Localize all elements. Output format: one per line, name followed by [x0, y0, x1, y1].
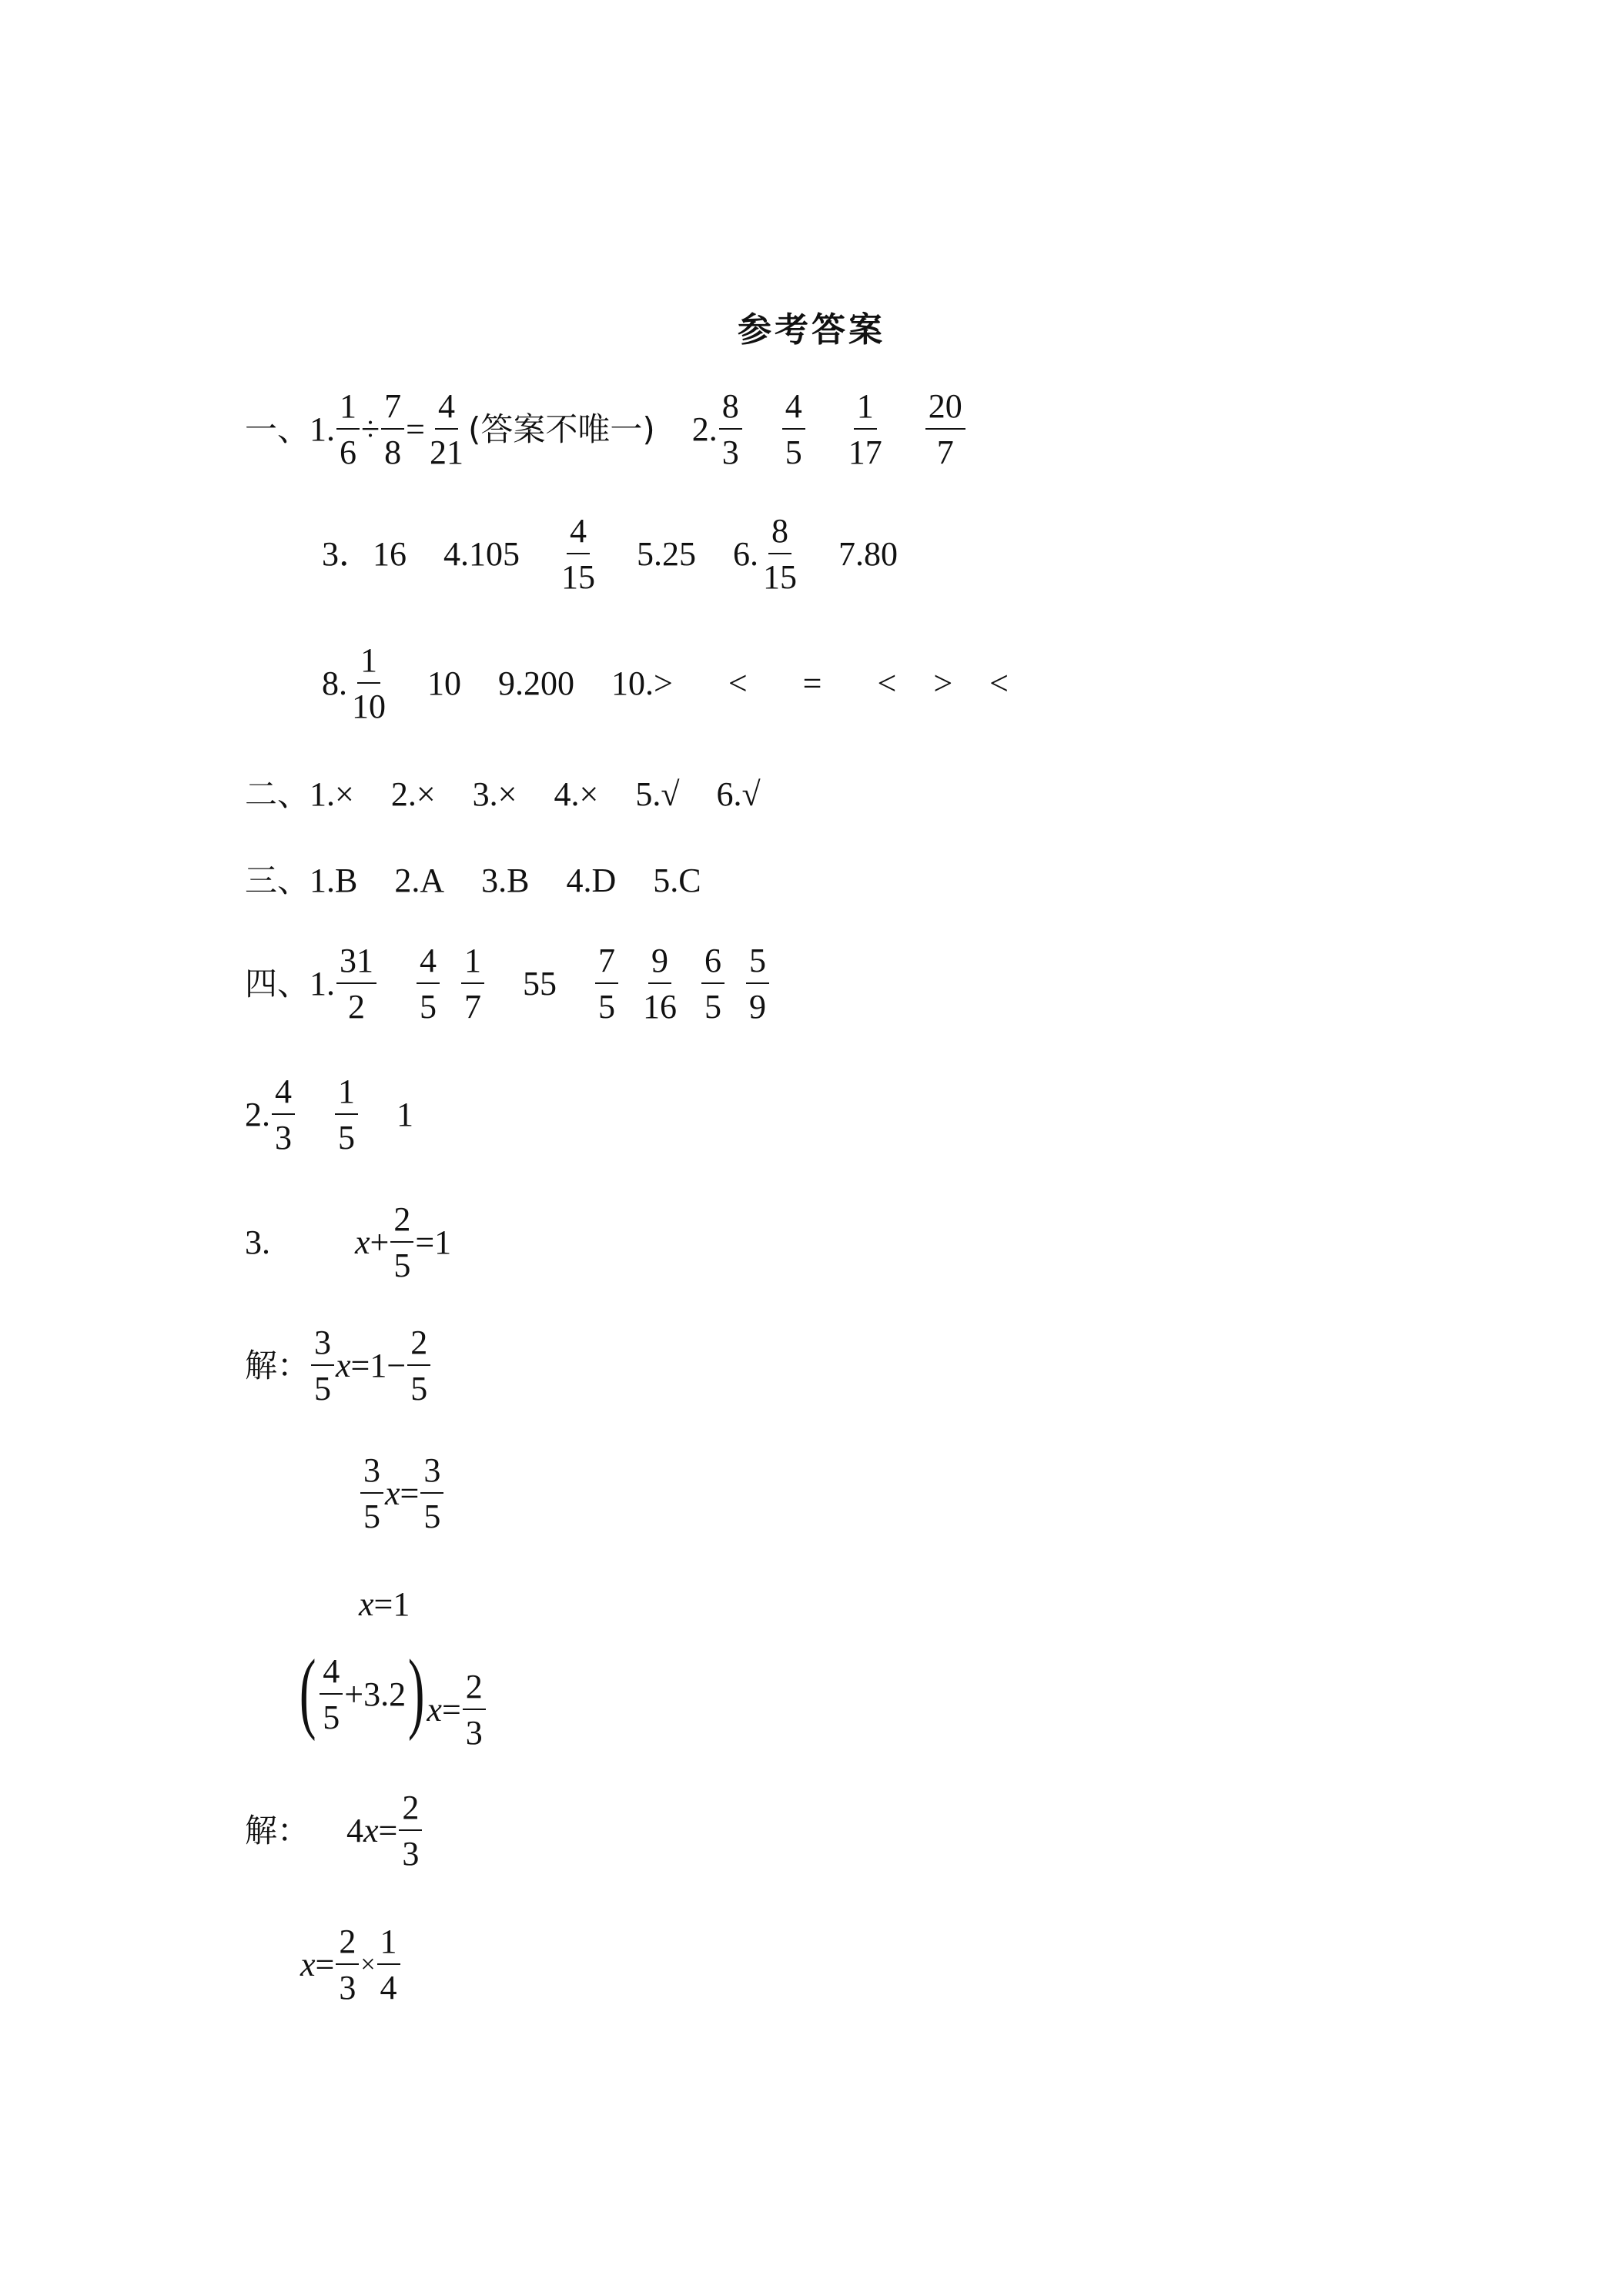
- fraction: [390, 1200, 413, 1284]
- q9-answer: 9.200: [498, 664, 574, 702]
- numerator: 4: [567, 514, 590, 554]
- denominator: 7: [464, 988, 482, 1026]
- fraction: [336, 1925, 359, 2005]
- fraction: [349, 641, 389, 725]
- q10-sign-2: <: [728, 664, 748, 702]
- right-bracket: ): [407, 1641, 425, 1742]
- left-bracket: (: [299, 1641, 316, 1742]
- fraction: [335, 1075, 358, 1155]
- section-1-label: 一、: [245, 410, 310, 448]
- section-2-line: [245, 775, 761, 813]
- numerator: 4: [417, 944, 440, 984]
- section-4-line-1: [245, 944, 771, 1024]
- numerator: 1: [854, 390, 877, 430]
- sec4-q3-prefix: 3.: [245, 1223, 270, 1261]
- q8-prefix: 8.: [322, 664, 347, 702]
- fraction: [595, 944, 618, 1024]
- denominator: 15: [763, 558, 797, 596]
- equation-1: [245, 1200, 452, 1284]
- fraction: [399, 1791, 422, 1871]
- numerator: 6: [701, 944, 724, 984]
- step-rhs: =1: [373, 1585, 410, 1623]
- numerator: 4: [320, 1655, 343, 1695]
- denominator: 16: [643, 988, 678, 1026]
- variable-x: x: [385, 1474, 400, 1512]
- fraction: [461, 944, 484, 1024]
- fraction: [558, 514, 598, 594]
- fraction: [845, 387, 885, 471]
- numerator: 3: [420, 1454, 443, 1494]
- section-4-line-2: [245, 1075, 413, 1155]
- denominator: 4: [380, 1969, 397, 2006]
- denominator: 5: [598, 988, 616, 1026]
- fraction: [782, 387, 805, 471]
- numerator: 20: [925, 390, 965, 430]
- numerator: 1: [461, 944, 484, 984]
- fraction: [427, 387, 467, 471]
- denominator: 5: [314, 1370, 332, 1407]
- variable-x: x: [359, 1585, 374, 1623]
- sec2-item-5: 5.√: [635, 775, 680, 813]
- solve-label-2: 解：: [245, 1812, 310, 1849]
- q10-sign-4: <: [877, 664, 897, 702]
- denominator: 10: [352, 688, 386, 725]
- fraction: [925, 387, 965, 471]
- equation-rhs: =1: [415, 1223, 452, 1261]
- q8-value: 10: [427, 664, 461, 702]
- q1-note: (答案不唯一): [468, 410, 655, 448]
- q7-answer: 7.80: [838, 535, 898, 573]
- denominator: 5: [410, 1370, 428, 1407]
- sec2-item-6: 6.√: [716, 775, 761, 813]
- solution-2-step-2: [300, 1925, 402, 2005]
- variable-x: x: [336, 1347, 351, 1384]
- numerator: 2: [390, 1203, 413, 1243]
- times-sign: ×: [360, 1950, 376, 1979]
- section-1-line-1: [245, 387, 967, 471]
- equals-sign: =: [378, 1812, 398, 1849]
- q5-answer: 5.25: [637, 535, 696, 573]
- numerator: 4: [272, 1075, 295, 1115]
- sec4-q1-prefix: 1.: [310, 965, 336, 1002]
- q10-sign-5: >: [933, 664, 953, 702]
- numerator: 1: [336, 390, 360, 430]
- fraction: [640, 944, 680, 1024]
- denominator: 5: [323, 1699, 340, 1736]
- denominator: 6: [340, 433, 357, 471]
- q1-prefix: 1.: [310, 410, 336, 448]
- fraction: [420, 1451, 443, 1535]
- variable-x: x: [427, 1691, 442, 1729]
- solution-2-step-1: [245, 1791, 423, 1871]
- fraction: [336, 944, 376, 1024]
- fraction: [719, 387, 742, 471]
- page-title: 参考答案: [738, 310, 885, 350]
- numerator: 9: [648, 944, 671, 984]
- denominator: 5: [393, 1247, 411, 1284]
- denominator: 5: [785, 433, 802, 471]
- variable-x: x: [363, 1812, 379, 1849]
- numerator: 7: [381, 390, 404, 430]
- denominator: 17: [848, 433, 882, 471]
- sec2-item-4: 4.×: [554, 775, 599, 813]
- divide-sign: ÷: [361, 410, 380, 448]
- numerator: 2: [463, 1670, 486, 1710]
- numerator: 4: [435, 390, 458, 430]
- plus-term: +3.2: [344, 1675, 407, 1713]
- numerator: 1: [335, 1075, 358, 1115]
- sec2-item-2: 2.×: [390, 775, 436, 813]
- solve-label: 解：: [245, 1347, 310, 1384]
- solution-step-2: [359, 1451, 445, 1535]
- denominator: 7: [936, 433, 954, 471]
- denominator: 5: [363, 1498, 380, 1535]
- numerator: 2: [407, 1326, 430, 1366]
- sec3-item-3: 3.B: [481, 862, 530, 899]
- denominator: 3: [402, 1835, 420, 1873]
- equals-sign: =: [315, 1946, 335, 1983]
- q2-prefix: 2.: [691, 410, 718, 448]
- sec3-item-2: 2.A: [394, 862, 445, 899]
- fraction: [272, 1075, 295, 1155]
- numerator: 8: [768, 514, 791, 554]
- denominator: 5: [704, 988, 722, 1026]
- fraction: [760, 514, 800, 594]
- q10-sign-3: =: [802, 664, 822, 702]
- sec3-item-1: 1.B: [310, 862, 358, 899]
- numerator: 1: [377, 1925, 400, 1965]
- numerator: 5: [746, 944, 769, 984]
- equals-sign: =: [406, 410, 425, 448]
- sec3-item-5: 5.C: [653, 862, 701, 899]
- solution-step-1: [245, 1326, 432, 1406]
- sec4-q1-value: 55: [523, 965, 557, 1002]
- q10-sign-6: <: [989, 664, 1009, 702]
- numerator: 31: [336, 944, 376, 984]
- sec4-q2-prefix: 2.: [245, 1096, 270, 1133]
- q4-answer: 4.105: [443, 535, 520, 573]
- fraction: [311, 1326, 334, 1406]
- section-3-line: [245, 864, 701, 898]
- denominator: 5: [423, 1498, 441, 1535]
- equation-2: [297, 1641, 487, 1752]
- fraction: [336, 387, 360, 471]
- sec4-q2-value: 1: [397, 1096, 413, 1133]
- numerator: 8: [719, 390, 742, 430]
- coefficient: 4: [346, 1812, 364, 1849]
- sec2-item-3: 3.×: [472, 775, 517, 813]
- equals-sign: =: [441, 1691, 461, 1729]
- section-1-line-2: [322, 514, 898, 594]
- denominator: 5: [420, 988, 437, 1026]
- section-3-label: 三、: [245, 862, 310, 899]
- denominator: 21: [430, 433, 463, 471]
- denominator: 2: [348, 988, 366, 1026]
- fraction: [360, 1451, 383, 1535]
- denominator: 3: [339, 1969, 356, 2006]
- fraction: [701, 944, 724, 1024]
- numerator: 1: [357, 644, 380, 684]
- numerator: 7: [595, 944, 618, 984]
- q6-prefix: 6.: [733, 535, 758, 573]
- step-middle: =1−: [350, 1347, 407, 1384]
- section-1-line-3: [322, 641, 1009, 725]
- denominator: 8: [384, 433, 402, 471]
- fraction: [407, 1326, 430, 1406]
- section-4-label: 四、: [245, 965, 310, 1002]
- plus-sign: +: [370, 1223, 390, 1261]
- numerator: 3: [360, 1454, 383, 1494]
- variable-x: x: [300, 1946, 316, 1983]
- numerator: 3: [311, 1326, 334, 1366]
- fraction: [381, 387, 404, 471]
- fraction: [417, 944, 440, 1024]
- sec2-item-1: 1.×: [310, 775, 354, 813]
- q10-answer: 10.>: [611, 664, 673, 702]
- numerator: 2: [336, 1925, 359, 1965]
- numerator: 2: [399, 1791, 422, 1831]
- equals-sign: =: [400, 1474, 420, 1512]
- denominator: 15: [561, 558, 595, 596]
- denominator: 3: [465, 1714, 483, 1752]
- section-2-label: 二、: [245, 775, 310, 813]
- denominator: 3: [721, 433, 739, 471]
- denominator: 9: [749, 988, 767, 1026]
- fraction: [377, 1925, 400, 2005]
- numerator: 4: [782, 390, 805, 430]
- solution-step-3: [359, 1585, 410, 1623]
- q3-answer: 3．16: [322, 535, 407, 573]
- variable-x: x: [355, 1223, 370, 1261]
- denominator: 5: [338, 1119, 355, 1156]
- fraction: [320, 1652, 343, 1736]
- fraction: [746, 944, 769, 1024]
- sec3-item-4: 4.D: [566, 862, 617, 899]
- fraction: [463, 1670, 486, 1750]
- denominator: 3: [275, 1119, 292, 1156]
